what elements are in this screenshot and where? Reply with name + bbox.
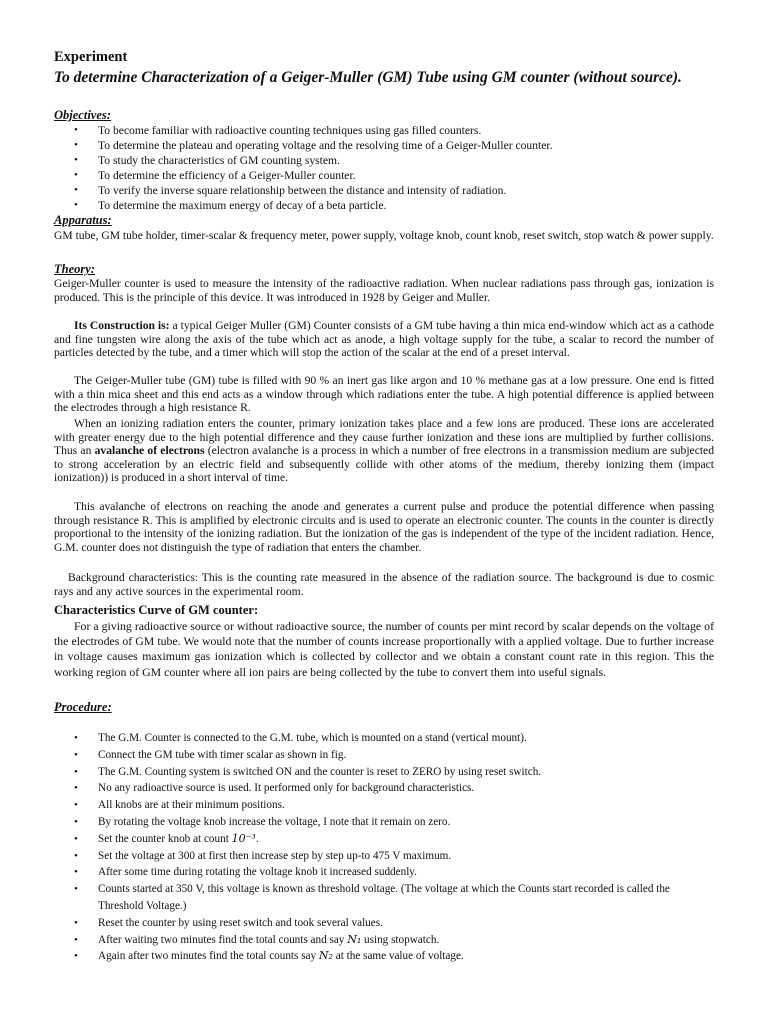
apparatus-heading: Apparatus: — [54, 213, 112, 227]
list-item-suffix: at the same value of voltage. — [332, 950, 464, 963]
construction-paragraph — [54, 319, 714, 360]
list-item — [54, 932, 714, 949]
list-item-text: Again after two minutes find the total counts say — [98, 950, 319, 963]
characteristics-paragraph: For a giving radioactive source or without radioactive source, the number of counts per mint record by scalar depends on the voltage of the electrodes of GM tube. We would note that the number of counts increase proportionally with a applied voltage. Due to further increase in voltage causes maximum gas ionization which is collected by collector and we obtain a constant count rate in this region. This the working region of GM counter where all ion pairs are being collected by the tube to convert them into useful signals. — [54, 619, 714, 679]
list-item: • To verify the inverse square relationship between the distance and intensity of radiation. — [54, 183, 714, 198]
procedure-heading: Procedure: — [54, 700, 112, 714]
list-item: • By rotating the voltage knob increase the voltage, I note that it remain on zero. — [54, 814, 714, 831]
n1-symbol: N₁ — [347, 932, 362, 946]
list-item: • Connect the GM tube with timer scalar as shown in fig. — [54, 747, 714, 764]
list-item: • No any radioactive source is used. It performed only for background characteristics. — [54, 780, 714, 797]
n2-symbol: N₂ — [318, 949, 333, 963]
list-item: • Set the voltage at 300 at first then increase step by step up-to 475 V maximum. — [54, 848, 714, 865]
avalanche-paragraph: This avalanche of electrons on reaching the anode and generates a current pulse and produce the potential difference when passing through resistance R. This is amplified by electronic circuits and is used to operate an electronic counter. The counts in the counter is directly proportional to the intensity of the ionizing radiation. But the ionization of the gas is independent of the type of the incident radiation. Hence, G.M. counter does not distinguish the type of radiation that enters the chamber. — [54, 500, 714, 554]
list-item: • To determine the efficiency of a Geiger-Muller counter. — [54, 168, 714, 183]
avalanche-term: avalanche of electrons — [94, 444, 205, 458]
ionization-text-b: (electron avalanche is a process in which a number of free electrons in a transmission medium are subjected to strong acceleration by an electric field and subsequently collide with other atoms of the medium, thereby ionizing them (impact ionization)) is produced in a short interval of time. — [54, 444, 714, 485]
construction-label: Its Construction is: — [74, 319, 170, 332]
theory-heading: Theory: — [54, 262, 95, 276]
experiment-heading: Experiment — [54, 49, 128, 65]
theory-paragraph: Geiger-Muller counter is used to measure the intensity of the radioactive radiation. When nuclear radiations pass through gas, ionization is produced. This is the principle of this device. It was introduced in 1928 by Geiger and Muller. — [54, 277, 714, 304]
list-item: • After some time during rotating the voltage knob it increased suddenly. — [54, 864, 714, 881]
objectives-list — [54, 123, 714, 213]
list-item-suffix: . — [255, 832, 259, 845]
list-item: • The G.M. Counter is connected to the G.M. tube, which is mounted on a stand (vertical mount). — [54, 730, 714, 747]
procedure-list — [54, 730, 714, 965]
experiment-title: To determine Characterization of a Geiger-Muller (GM) Tube using GM counter (without source). — [54, 69, 682, 86]
list-item: • To become familiar with radioactive counting techniques using gas filled counters. — [54, 123, 714, 138]
background-paragraph: Background characteristics: This is the counting rate measured in the absence of the radiation source. The background is due to cosmic rays and any active sources in the experimental room. — [54, 571, 714, 598]
list-item-suffix: using stopwatch. — [361, 933, 440, 946]
gm-tube-paragraph: The Geiger-Muller tube (GM) tube is filled with 90 % an inert gas like argon and 10 % methane gas at a low pressure. One end is fitted with a thin mica sheet and this end acts as a window through which radiations enter the tube. A high potential difference is applied between the electrodes through a high resistance R. — [54, 374, 714, 415]
objectives-heading: Objectives: — [54, 108, 111, 122]
list-item-text: After waiting two minutes find the total counts and say — [98, 933, 348, 946]
list-item: • The G.M. Counting system is switched ON and the counter is reset to ZERO by using reset switch. — [54, 764, 714, 781]
list-item: • All knobs are at their minimum positions. — [54, 797, 714, 814]
list-item: • To determine the plateau and operating voltage and the resolving time of a Geiger-Muller counter. — [54, 138, 714, 153]
list-item: • To study the characteristics of GM counting system. — [54, 153, 714, 168]
ionization-paragraph — [54, 417, 714, 485]
list-item: • Counts started at 350 V, this voltage is known as threshold voltage. (The voltage at which the Counts start recorded is called the Threshold Voltage.) — [54, 881, 714, 915]
characteristics-heading: Characteristics Curve of GM counter: — [54, 603, 259, 617]
list-item: • Reset the counter by using reset switch and took several values. — [54, 915, 714, 932]
construction-text: a typical Geiger Muller (GM) Counter consists of a GM tube having a thin mica end-window which act as a cathode and fine tungsten wire along the axis of the tube which act as anode, a high voltage supply for the tube, a scalar to record the number of particles detected by the tube, and a timer which will stop the action of the scalar at the end of a preset interval. — [54, 319, 714, 360]
list-item — [54, 948, 714, 965]
ionization-text-a: When an ionizing radiation enters the counter, primary ionization takes place and a few ions are produced. These ions are accelerated with greater energy due to the high potential difference and they cause further ionization and these ions are multiplied by further collisions. Thus an — [54, 417, 714, 458]
list-item — [54, 831, 714, 848]
list-item: • To determine the maximum energy of decay of a beta particle. — [54, 198, 714, 213]
count-exponent: 10⁻³ — [231, 831, 256, 845]
list-item-text: Set the counter knob at count — [98, 832, 232, 845]
apparatus-text: GM tube, GM tube holder, timer-scalar & frequency meter, power supply, voltage knob, count knob, reset switch, stop watch & power supply. — [54, 229, 714, 242]
